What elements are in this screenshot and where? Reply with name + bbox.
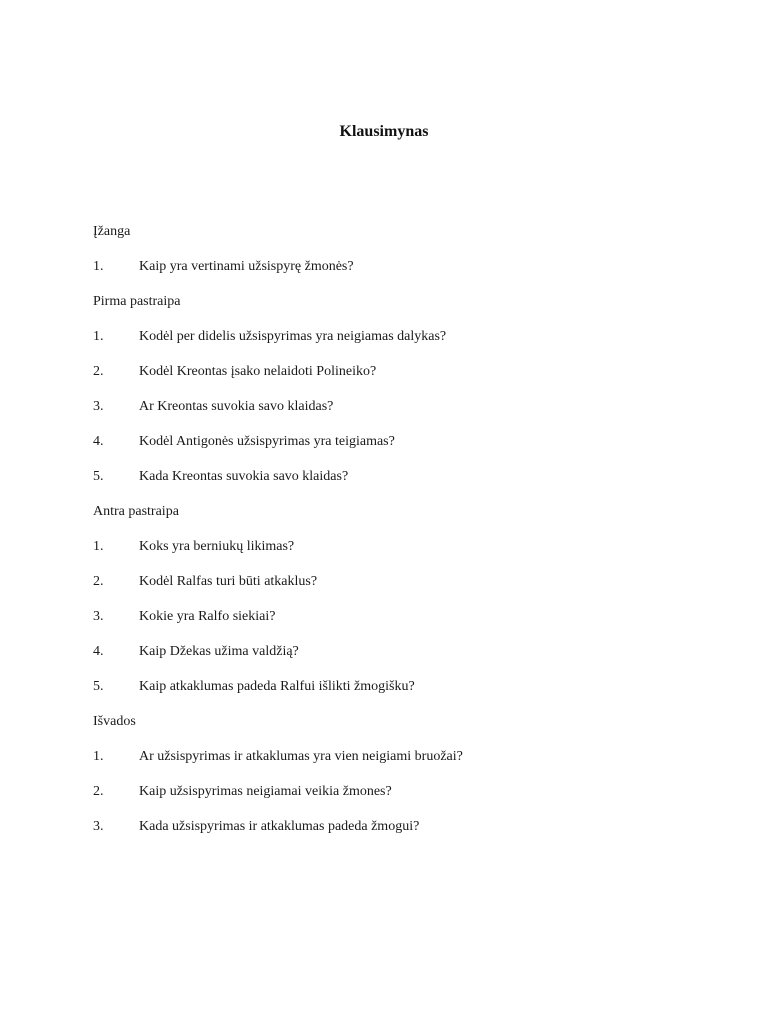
- item-text: Kaip yra vertinami užsispyrę žmonės?: [139, 259, 354, 274]
- section-heading: Antra pastraipa: [93, 504, 179, 519]
- list-item: [93, 572, 713, 592]
- item-text: Kodėl Antigonės užsispyrimas yra teigiamas?: [139, 434, 395, 449]
- document-title: Klausimynas: [339, 123, 429, 140]
- section-izanga: [93, 222, 713, 277]
- item-number: 3.: [93, 609, 104, 624]
- item-number: 1.: [93, 259, 104, 274]
- item-number: 5.: [93, 469, 104, 484]
- item-text: Kada Kreontas suvokia savo klaidas?: [139, 469, 349, 484]
- list-item: [93, 782, 713, 802]
- list-item: [93, 362, 713, 382]
- item-text: Kaip užsispyrimas neigiamai veikia žmones?: [139, 784, 392, 799]
- item-text: Kaip Džekas užima valdžią?: [139, 644, 299, 659]
- item-number: 4.: [93, 644, 104, 659]
- list-item: [93, 747, 713, 767]
- list-item: [93, 397, 713, 417]
- item-number: 2.: [93, 784, 104, 799]
- list-item: [93, 537, 713, 557]
- list-item: [93, 327, 713, 347]
- list-item: [93, 817, 713, 837]
- item-text: Kodėl Ralfas turi būti atkaklus?: [139, 574, 318, 589]
- item-text: Ar užsispyrimas ir atkaklumas yra vien neigiami bruožai?: [139, 749, 463, 764]
- document-body: [93, 222, 713, 852]
- item-text: Ar Kreontas suvokia savo klaidas?: [139, 399, 334, 414]
- item-number: 2.: [93, 364, 104, 379]
- item-number: 1.: [93, 539, 104, 554]
- item-number: 3.: [93, 819, 104, 834]
- list-item: [93, 257, 713, 277]
- section-isvados: [93, 712, 713, 837]
- list-item: [93, 642, 713, 662]
- item-text: Kokie yra Ralfo siekiai?: [139, 609, 276, 624]
- item-number: 1.: [93, 749, 104, 764]
- item-number: 4.: [93, 434, 104, 449]
- section-antra-pastraipa: [93, 502, 713, 697]
- list-item: [93, 467, 713, 487]
- item-text: Kaip atkaklumas padeda Ralfui išlikti žmogišku?: [139, 679, 415, 694]
- list-item: [93, 432, 713, 452]
- item-text: Koks yra berniukų likimas?: [139, 539, 295, 554]
- item-text: Kodėl per didelis užsispyrimas yra neigiamas dalykas?: [139, 329, 447, 344]
- list-item: [93, 677, 713, 697]
- section-heading: Pirma pastraipa: [93, 294, 181, 309]
- item-text: Kodėl Kreontas įsako nelaidoti Polineiko?: [139, 364, 377, 379]
- section-heading: Įžanga: [93, 224, 131, 239]
- item-text: Kada užsispyrimas ir atkaklumas padeda žmogui?: [139, 819, 420, 834]
- item-number: 3.: [93, 399, 104, 414]
- list-item: [93, 607, 713, 627]
- section-pirma-pastraipa: [93, 292, 713, 487]
- item-number: 1.: [93, 329, 104, 344]
- section-heading: Išvados: [93, 714, 136, 729]
- item-number: 5.: [93, 679, 104, 694]
- item-number: 2.: [93, 574, 104, 589]
